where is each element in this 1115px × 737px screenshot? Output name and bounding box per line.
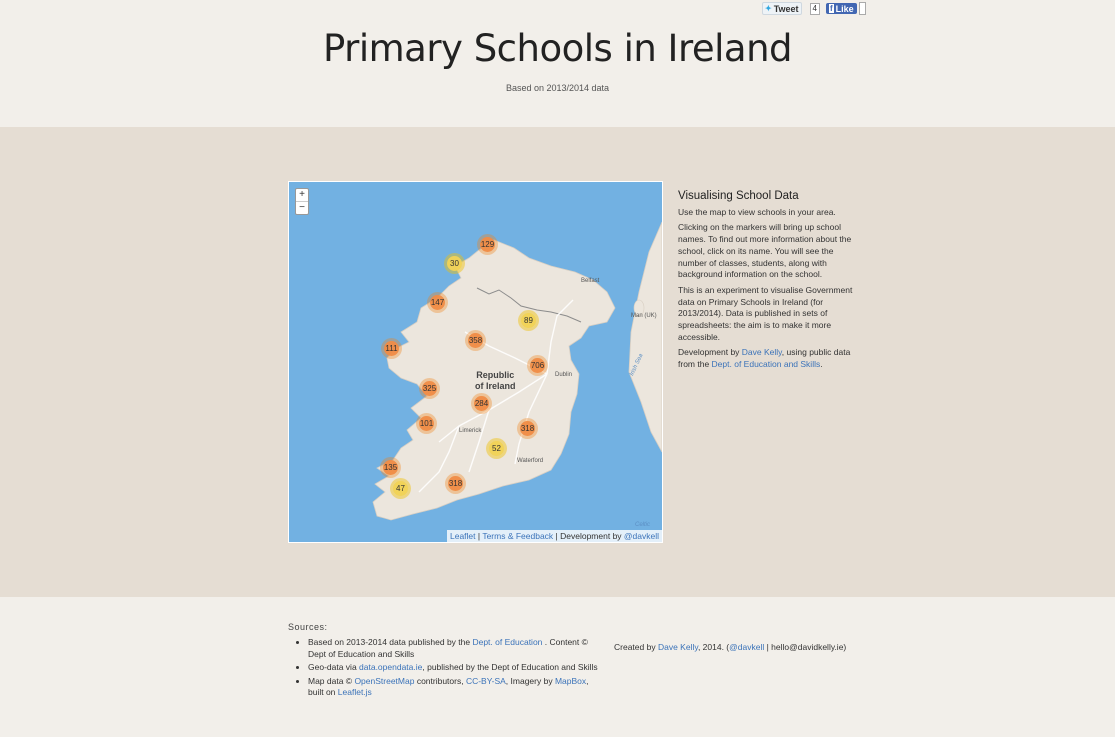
terms-feedback-link[interactable]: Terms & Feedback	[482, 531, 554, 541]
attribution-dev-text: | Development by	[553, 531, 624, 541]
cluster-marker[interactable]	[517, 418, 538, 439]
cluster-marker[interactable]	[486, 438, 507, 459]
cluster-marker[interactable]	[390, 478, 411, 499]
cluster-count: 706	[530, 358, 545, 373]
created-text-b: , 2014. (	[697, 642, 730, 652]
country-label-line2: of Ireland	[475, 381, 516, 391]
created-by	[614, 642, 846, 652]
info-paragraph-1: Use the map to view schools in your area.	[678, 206, 836, 217]
place-waterford: Waterford	[517, 458, 544, 464]
cluster-count: 52	[489, 441, 504, 456]
sources-list	[288, 637, 598, 701]
dept-education-skills-link[interactable]: Dept. of Education and Skills	[711, 359, 821, 370]
info-p4-text-b: , using public data from the	[678, 347, 851, 370]
twitter-bird-icon: ✦	[765, 4, 772, 13]
cluster-count: 318	[448, 476, 463, 491]
cluster-count: 101	[419, 416, 434, 431]
facebook-icon: f	[830, 4, 833, 13]
dave-kelly-link[interactable]: Dave Kelly	[741, 347, 782, 358]
place-dublin: Dublin	[555, 372, 573, 378]
source-item	[308, 676, 598, 699]
cluster-count: 111	[384, 341, 399, 356]
tweet-label: Tweet	[773, 3, 799, 14]
cluster-count: 325	[422, 381, 437, 396]
source-3-text-d: , built on	[308, 675, 589, 698]
footer	[0, 597, 1115, 737]
created-text-c: | hello@davidkelly.ie)	[764, 642, 847, 652]
footer-davkell-link[interactable]: @davkell	[729, 642, 765, 652]
sources-title: Sources:	[288, 622, 328, 632]
cluster-count: 358	[468, 333, 483, 348]
school-map[interactable]	[288, 181, 663, 543]
davkell-link[interactable]: @davkell	[623, 531, 659, 541]
footer-dave-kelly-link[interactable]: Dave Kelly	[657, 642, 698, 652]
map-basemap	[289, 182, 662, 542]
place-belfast: Belfast	[581, 278, 600, 284]
source-item	[308, 637, 598, 660]
zoom-out-button[interactable]: −	[296, 201, 308, 214]
source-3-text-c: , Imagery by	[505, 675, 555, 686]
leafletjs-link[interactable]: Leaflet.js	[337, 687, 372, 698]
source-1-text-b: . Content © Dept of Education and Skills	[308, 637, 588, 659]
cluster-marker[interactable]	[465, 330, 486, 351]
cluster-marker[interactable]	[419, 378, 440, 399]
zoom-in-button[interactable]: +	[299, 189, 305, 200]
cluster-count: 129	[480, 237, 495, 252]
cluster-marker[interactable]	[444, 253, 465, 274]
map-attribution	[447, 530, 662, 542]
source-1-text-a: Based on 2013-2014 data published by the	[308, 637, 473, 647]
info-paragraph-3: This is an experiment to visualise Government data on Primary Schools in Ireland (for 2013/2014). Data is published in sets of spreadsheets: the aim is to make it more accessible.	[678, 284, 853, 342]
source-item	[308, 662, 598, 674]
cc-by-sa-link[interactable]: CC-BY-SA	[465, 675, 506, 686]
cluster-marker[interactable]	[527, 355, 548, 376]
openstreetmap-link[interactable]: OpenStreetMap	[354, 675, 415, 686]
cluster-marker[interactable]	[518, 310, 539, 331]
cluster-marker[interactable]	[380, 457, 401, 478]
cluster-count: 318	[520, 421, 535, 436]
great-britain-landmass	[629, 222, 662, 452]
page-title: Primary Schools in Ireland	[322, 27, 793, 70]
info-paragraph-4	[678, 347, 860, 370]
cluster-marker[interactable]	[416, 413, 437, 434]
place-isle-of-man: Man (UK)	[631, 313, 657, 319]
cluster-marker[interactable]	[445, 473, 466, 494]
source-2-text-a: Geo-data via	[308, 662, 360, 673]
dept-education-link[interactable]: Dept. of Education	[472, 637, 543, 647]
cluster-marker[interactable]	[427, 292, 448, 313]
cluster-marker[interactable]	[471, 393, 492, 414]
header	[0, 0, 1115, 127]
tweet-count: 4	[810, 3, 820, 15]
page-subtitle: Based on 2013/2014 data	[505, 83, 610, 93]
cluster-count: 284	[474, 396, 489, 411]
info-heading: Visualising School Data	[678, 190, 799, 202]
source-2-text-b: , published by the Dept of Education and Skills	[422, 662, 598, 673]
leaflet-link[interactable]: Leaflet	[450, 531, 476, 541]
attribution-separator: |	[475, 531, 483, 541]
source-3-text-a: Map data ©	[308, 675, 355, 686]
info-p4-text-a: Development by	[678, 347, 742, 358]
cluster-count: 147	[430, 295, 445, 310]
cluster-marker[interactable]	[381, 338, 402, 359]
info-paragraph-2: Clicking on the markers will bring up school names. To find out more information about the school, click on its name. You will see the number of classes, students, along with background information on the school.	[678, 222, 852, 280]
mapbox-link[interactable]: MapBox	[554, 675, 587, 686]
source-3-text-b: contributors,	[414, 675, 466, 686]
cluster-count: 89	[521, 313, 536, 328]
info-p4-text-c: .	[820, 359, 823, 370]
cluster-marker[interactable]	[477, 234, 498, 255]
like-label: Like	[835, 3, 854, 14]
country-label	[475, 370, 516, 392]
info-panel	[678, 191, 860, 375]
created-text-a: Created by	[614, 642, 658, 652]
place-celtic-sea: Celtic	[635, 522, 651, 528]
place-irish-sea: Irish Sea	[629, 352, 645, 378]
cluster-count: 135	[383, 460, 398, 475]
place-limerick: Limerick	[459, 428, 482, 434]
zoom-control	[295, 188, 309, 215]
cluster-count: 47	[393, 481, 408, 496]
cluster-count: 30	[447, 256, 462, 271]
opendata-link[interactable]: data.opendata.ie	[359, 662, 423, 673]
country-label-line1: Republic	[476, 370, 515, 380]
